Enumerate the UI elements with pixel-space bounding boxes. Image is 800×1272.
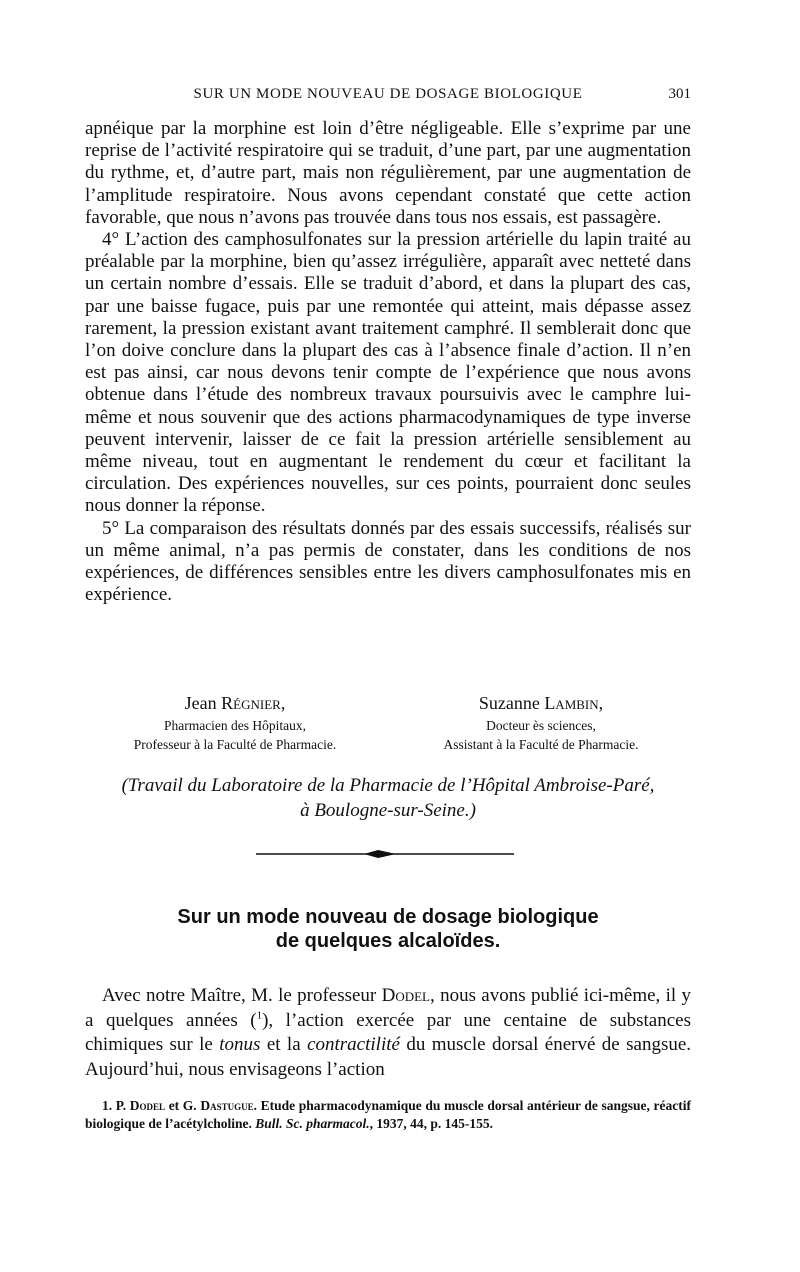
signature-name: Jean Régnier, [184,693,286,713]
signature-title-line: Professeur à la Faculté de Pharmacie. [133,737,337,752]
body-text [85,118,691,606]
running-title: SUR UN MODE NOUVEAU DE DOSAGE BIOLOGIQUE [193,86,583,102]
signature-block [85,690,691,760]
ornament-divider [256,848,514,860]
paragraph-continuation: apnéique par la morphine est loin d’être négligeable. Elle s’exprime par une reprise de l’activité respiratoire qui se traduit, d’une part, par une augmentation du rythme, et, d’autre part, mais non régulièrement, par une augmentation de l’amplitude respiratoire. Nous avons cependant constaté que cette action favorable, que nous n’avons pas trouvée dans tous nos essais, est passagère. [85,118,691,228]
signature-title-line: Docteur ès sciences, [486,718,596,733]
article-body [85,984,691,1082]
signature-regnier [85,690,385,754]
paragraph-point-4: 4° L’action des camphosulfonates sur la pression artérielle du lapin traité au préalable par la morphine, bien qu’assez irrégulière, apparaît avec netteté dans un certain nombre d’essais. Elle se traduit d’abord, et dans la plupart des cas, par une baisse fugace, puis par une remontée qui atteint, mais dépasse assez rarement, la pression existant avant traitement camphré. Il semblerait donc que l’on doive conclure dans la plupart des cas à l’absence finale d’action. Il n’en est pas ainsi, car nous devons tenir compte de l’expérience que nous avons obtenue dans l’étude des nombreux travaux poursuivis avec le camphre lui-même et nous souvenir que des actions pharmacodynamiques de type inverse peuvent intervenir, laisser de ce fait la pression artérielle sensiblement au même niveau, tout en augmentant le rendement du cœur et facilitant la circulation. Des expériences nouvelles, sur ces points, pourraient donc seules nous donner la réponse. [85,229,691,517]
laboratory-credit: (Travail du Laboratoire de la Pharmacie de l’Hôpital Ambroise-Paré, à Boulogne-sur-Seine.) [121,775,655,821]
signature-name: Suzanne Lambin, [478,693,604,713]
paragraph-point-5: 5° La comparaison des résultats donnés par des essais successifs, réalisés sur un même animal, n’a pas permis de constater, dans les conditions de nos expériences, de différences sensibles entre les divers camphosulfonates mis en expérience. [85,517,691,606]
signature-title-line: Pharmacien des Hôpitaux, [163,718,307,733]
article-title: Sur un mode nouveau de dosage biologique de quelques alcaloïdes. [177,906,599,952]
signature-lambin [391,690,691,754]
footnote-reference: 1 [256,1009,263,1022]
running-head [85,86,691,108]
signature-title-line: Assistant à la Faculté de Pharmacie. [443,737,639,752]
footnote: 1. P. Dodel et G. Dastugue. Etude pharmacodynamique du muscle dorsal antérieur de sangsue, réactif biologique de l’acétylcholine. Bull. Sc. pharmacol., 1937, 44, p. 145-155. [85,1098,692,1131]
page-number: 301 [668,86,691,102]
article-first-paragraph: Avec notre Maître, M. le professeur Dodel, nous avons publié ici-même, il y a quelques années ($^1$), l’action exercée par une centaine de substances chimiques sur le tonus et la contractilité du muscle dorsal énervé de sangsue. Aujourd’hui, nous envisageons l’action [85,985,692,1080]
